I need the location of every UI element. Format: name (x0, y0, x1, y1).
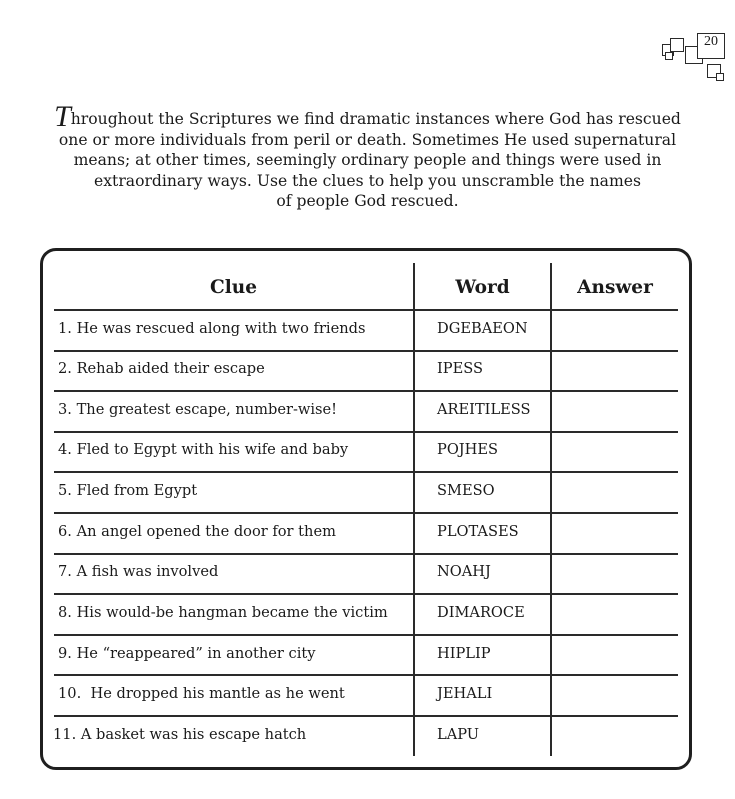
answer-field[interactable] (553, 352, 677, 390)
scrambled-word: NOAHJ (437, 563, 491, 580)
scrambled-word: POJHES (437, 441, 499, 458)
intro-line: hroughout the Scriptures we find dramatic instances where God has rescued (70, 110, 681, 128)
scrambled-word: DGEBAEON (437, 320, 528, 337)
column-divider (550, 263, 552, 756)
header-word: Word (455, 277, 510, 298)
header-answer: Answer (577, 277, 653, 298)
clue-text: 10. He dropped his mantle as he went (58, 685, 345, 702)
answer-field[interactable] (553, 555, 677, 593)
header-clue: Clue (210, 277, 257, 298)
intro-paragraph (40, 100, 695, 212)
clue-text: 2. Rehab aided their escape (58, 360, 265, 377)
answer-field[interactable] (553, 392, 677, 430)
clue-text: 9. He “reappeared” in another city (58, 645, 316, 662)
intro-dropcap: T (54, 100, 71, 133)
scrambled-word: JEHALI (437, 685, 493, 702)
intro-line: one or more individuals from peril or death. Sometimes He used supernatural (58, 130, 677, 149)
answer-field[interactable] (553, 514, 677, 552)
scrambled-word: LAPU (437, 726, 480, 743)
clue-text: 8. His would-be hangman became the victim (58, 604, 388, 621)
answer-field[interactable] (553, 717, 677, 755)
scrambled-word: IPESS (437, 360, 483, 377)
scrambled-word: DIMAROCE (437, 604, 525, 621)
decor-square (716, 73, 724, 81)
page-number: 20 (704, 34, 718, 49)
answer-field[interactable] (553, 636, 677, 674)
scrambled-word: HIPLIP (437, 645, 491, 662)
scrambled-word: PLOTASES (437, 523, 519, 540)
answer-field[interactable] (553, 676, 677, 714)
intro-line: of people God rescued. (276, 192, 459, 210)
intro-line: extraordinary ways. Use the clues to help you unscramble the names (94, 171, 641, 190)
clue-text: 11. A basket was his escape hatch (53, 726, 307, 743)
clue-text: 5. Fled from Egypt (58, 482, 198, 499)
answer-field[interactable] (553, 433, 677, 471)
answer-field[interactable] (553, 595, 677, 633)
answer-field[interactable] (553, 311, 677, 349)
decor-square (665, 52, 673, 60)
scrambled-word: SMESO (437, 482, 495, 499)
clue-text: 3. The greatest escape, number-wise! (58, 401, 338, 418)
answer-field[interactable] (553, 473, 677, 511)
scrambled-word: AREITILESS (437, 401, 531, 418)
clue-text: 7. A fish was involved (58, 563, 219, 580)
intro-line: means; at other times, seemingly ordinary people and things were used in (73, 151, 662, 169)
clue-text: 1. He was rescued along with two friends (58, 320, 366, 337)
column-divider (413, 263, 415, 756)
clue-text: 6. An angel opened the door for them (58, 523, 336, 540)
decor-square (670, 38, 684, 52)
clue-text: 4. Fled to Egypt with his wife and baby (58, 441, 349, 458)
